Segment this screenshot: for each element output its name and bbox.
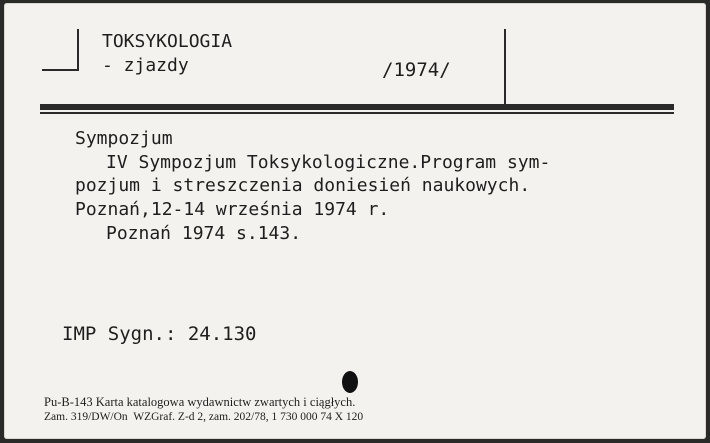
- heading-divider: [504, 29, 506, 104]
- entry-line-3: Poznań,12-14 września 1974 r.: [75, 199, 390, 220]
- card-punch-hole: [342, 371, 358, 393]
- footer-line-2: Zam. 319/DW/On WZGraf. Z-d 2, zam. 202/78, 1 730 000 74 X 120: [44, 411, 364, 423]
- heading-bracket-horizontal: [42, 69, 79, 71]
- subject-heading: TOKSYKOLOGIA: [102, 31, 233, 52]
- catalog-card: [4, 3, 706, 439]
- heading-bracket-vertical: [77, 29, 79, 71]
- heading-rule-thick: [40, 104, 674, 110]
- category-label: Sympozjum: [75, 128, 173, 149]
- entry-line-2: pozjum i streszczenia doniesień naukowych.: [75, 175, 531, 196]
- entry-line-4: Poznań 1974 s.143.: [106, 223, 302, 244]
- subject-subheading: - zjazdy: [102, 55, 189, 76]
- year-label: /1974/: [382, 59, 451, 81]
- entry-line-1: IV Sympozjum Toksykologiczne.Program sym-: [106, 152, 551, 173]
- footer-line-1: Pu-B-143 Karta katalogowa wydawnictw zwartych i ciągłych.: [44, 395, 356, 409]
- signature-label: IMP Sygn.: 24.130: [62, 323, 257, 345]
- heading-rule-thin: [40, 112, 674, 114]
